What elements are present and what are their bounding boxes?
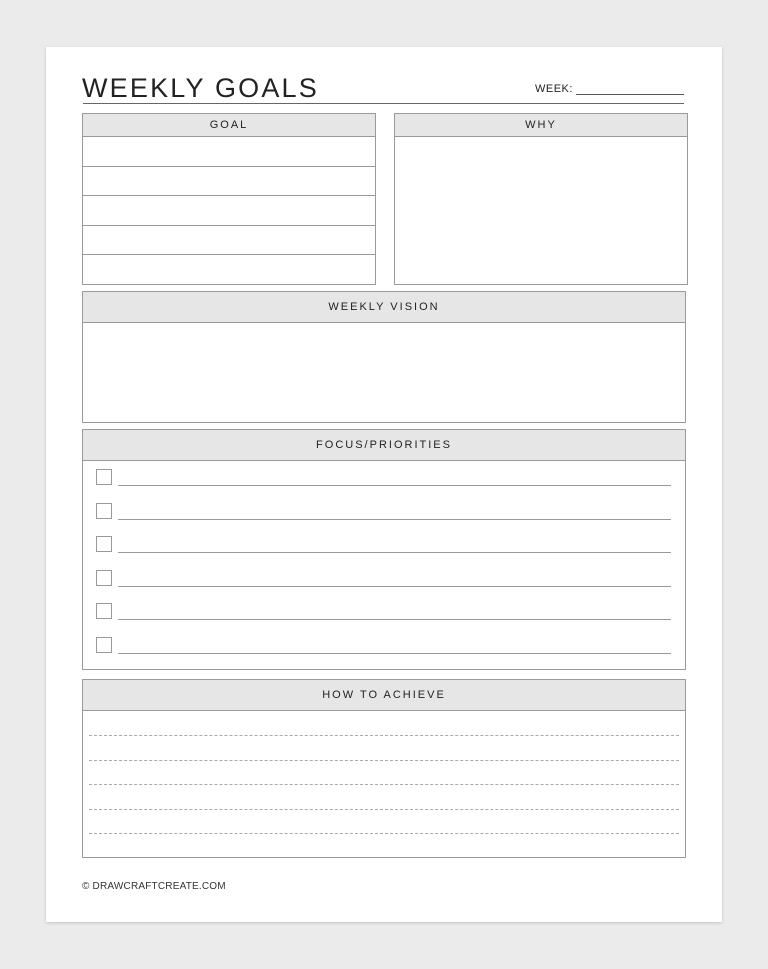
- goal-row[interactable]: [83, 226, 375, 256]
- page-title: WEEKLY GOALS: [82, 73, 319, 103]
- priority-checkbox[interactable]: [96, 469, 112, 485]
- focus-priorities-section: [82, 429, 686, 670]
- how-to-achieve-heading: HOW TO ACHIEVE: [83, 680, 685, 711]
- priority-checkbox[interactable]: [96, 637, 112, 653]
- achieve-line[interactable]: [89, 784, 679, 785]
- goal-section: [82, 113, 376, 285]
- priority-line[interactable]: [118, 519, 671, 520]
- priority-line[interactable]: [118, 586, 671, 587]
- focus-item: [96, 536, 672, 554]
- focus-item: [96, 603, 672, 621]
- how-to-achieve-section: [82, 679, 686, 858]
- priority-checkbox[interactable]: [96, 570, 112, 586]
- achieve-line[interactable]: [89, 735, 679, 736]
- how-to-achieve-lines: [83, 711, 685, 857]
- goal-row[interactable]: [83, 137, 375, 167]
- achieve-line[interactable]: [89, 760, 679, 761]
- weekly-vision-section: [82, 291, 686, 423]
- focus-item: [96, 503, 672, 521]
- why-area[interactable]: [395, 137, 687, 284]
- achieve-line[interactable]: [89, 809, 679, 810]
- why-section: [394, 113, 688, 285]
- priority-line[interactable]: [118, 485, 671, 486]
- focus-item: [96, 469, 672, 487]
- priority-line[interactable]: [118, 619, 671, 620]
- weekly-vision-area[interactable]: [83, 323, 685, 422]
- title-divider: [83, 103, 684, 104]
- goal-heading: GOAL: [83, 114, 375, 137]
- focus-list: [83, 461, 685, 669]
- priority-checkbox[interactable]: [96, 603, 112, 619]
- planner-sheet: [46, 47, 722, 922]
- week-field-line[interactable]: [576, 94, 684, 95]
- priority-checkbox[interactable]: [96, 503, 112, 519]
- priority-line[interactable]: [118, 552, 671, 553]
- priority-checkbox[interactable]: [96, 536, 112, 552]
- weekly-vision-heading: WEEKLY VISION: [83, 292, 685, 323]
- week-label: WEEK:: [535, 83, 573, 95]
- focus-priorities-heading: FOCUS/PRIORITIES: [83, 430, 685, 461]
- focus-item: [96, 637, 672, 655]
- copyright-footer: © DRAWCRAFTCREATE.COM: [82, 881, 226, 892]
- priority-line[interactable]: [118, 653, 671, 654]
- goal-row[interactable]: [83, 167, 375, 197]
- goal-rows: [83, 137, 375, 285]
- why-heading: WHY: [395, 114, 687, 137]
- goal-row[interactable]: [83, 196, 375, 226]
- goal-row[interactable]: [83, 255, 375, 285]
- focus-item: [96, 570, 672, 588]
- achieve-line[interactable]: [89, 833, 679, 834]
